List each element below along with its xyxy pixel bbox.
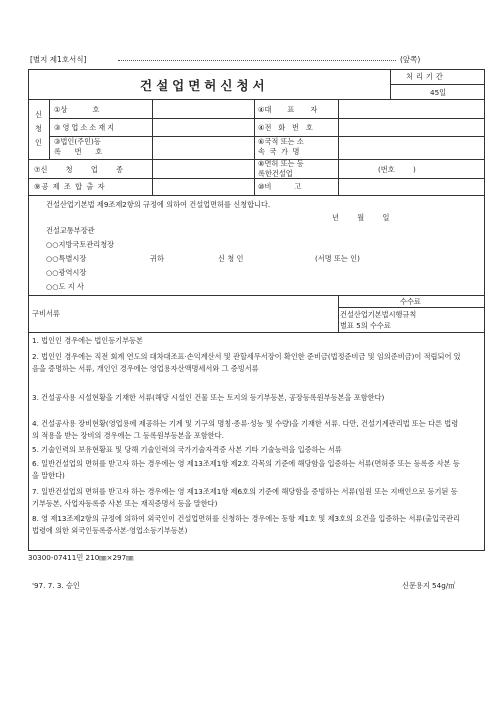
attachment-item-6: 6. 일반건설업의 면허를 받고자 하는 경우에는 영 제13조제1항 제2호 각목의 기준에 해당함을 입증하는 서류(면허증 또는 등록증 사본 등을 말한다): [32, 459, 460, 480]
business-type-label: ⑦신 청 업 종: [34, 165, 124, 174]
applicant-side-label-2: 청: [35, 124, 42, 133]
nationality-label: ⑥국적 또는 소 속 국 가 명: [258, 137, 304, 156]
addressee-minister: 건설교통부장관: [46, 226, 95, 235]
processing-period-label: 처리기간: [406, 72, 446, 81]
attachment-item-4: 4. 건설공사용 장비현황(영업용에 제공하는 기계 및 기구의 명칭·종류·성능 및 수량)을 기재한 서류. 다만, 건설기계관리법 또는 다른 법령의 적용을 받는 장비의 경우에는 그 등록원부등본을 포함한다.: [32, 419, 459, 440]
mutual-aid-investment-label: ⑨공 제 조 합 출 자: [34, 182, 106, 191]
phone-number-label: ④전 화 번 호: [258, 123, 313, 132]
header-dotted-line: [118, 60, 396, 61]
addressee-metro-city: ○○광역시장: [46, 268, 87, 277]
form-title: 건설업면허신청서: [140, 78, 269, 93]
application-statement: 건설산업기본법 제9조제2항의 규정에 의하여 건설업면허를 신청합니다.: [46, 200, 271, 209]
form-number-tag: [별지 제1호서식]: [30, 55, 87, 64]
attachment-item-2: 2. 법인인 경우에는 직전 회계 연도의 대차대조표·손익계산서 및 관할세무서장이 확인한 준비금(법정준비금 및 임의준비금)이 적립되어 있음을 증명하는 서류, 개인인 경우에는 영업용자산액명세서와 그 증빙서류: [32, 352, 461, 373]
company-name-label: ①상 호: [54, 105, 100, 114]
addressee-regional-office: ○○지방국토관리청장: [46, 240, 115, 249]
applicant-side-label-3: 인: [35, 138, 42, 147]
attachment-item-8: 8. 영 제13조제2항의 규정에 의하여 외국인이 건설업면허를 신청하는 경우에는 동항 제1호 및 제3호의 요건을 입증하는 서류(출입국관리법령에 의한 외국인등록증사본·영업소등기부등본): [32, 514, 460, 535]
attachments-label: 구비서류: [32, 309, 60, 318]
approval-date: '97. 7. 3. 승인: [32, 581, 80, 590]
licensed-business-label: ⑧면허 또는 등 록한건설업: [258, 159, 304, 178]
attachment-item-5: 5. 기술인력의 보유현황표 및 당해 기술인력의 국가기술자격증 사본 기타 기술능력을 입증하는 서류: [32, 445, 342, 454]
remarks-label: ⑩비 고: [258, 182, 302, 191]
addressee-province: ○○도 지 사: [46, 282, 84, 291]
application-date[interactable]: 년 월 일: [332, 213, 390, 222]
honorific-label: 귀하: [150, 254, 164, 263]
fee-label: 수수료: [400, 297, 421, 306]
applicant-side-label-1: 신: [35, 110, 42, 119]
paper-spec: 신문용지 54g/㎡: [402, 581, 456, 590]
attachment-item-7: 7. 일반건설업의 면허를 받고자 하는 경우에는 영 제13조제1항 제6호의 기준에 해당함을 증빙하는 서류(임원 또는 지배인으로 등기된 등기부등본, 사업자등록증 사본 또는 재직증명서 등을 말한다): [32, 487, 458, 508]
license-number-field[interactable]: (번호 ): [378, 165, 416, 174]
front-side-tag: (앞쪽): [400, 55, 421, 64]
signature-field[interactable]: (서명 또는 인): [315, 254, 360, 263]
registration-number-label: ③법인(주민)등 록 번 호: [54, 137, 103, 156]
applicant-signature-label: 신 청 인: [218, 254, 244, 263]
addressee-special-city: ○○특별시장: [46, 254, 87, 263]
processing-period-value: 45일: [430, 88, 447, 97]
form-code: 30300-07411민 210㎜×297㎜: [28, 553, 134, 562]
representative-label: ④대 표 자: [258, 105, 318, 114]
fee-text: 건설산업기본법시행규칙 별표 5의 수수료: [340, 310, 417, 330]
attachment-item-1: 1. 법인인 경우에는 법인등기부등본: [32, 336, 143, 345]
attachment-item-3: 3. 건설공사용 시설현황을 기재한 서류(해당 시설인 건물 또는 토지의 등기부등본, 공장등록원부등본을 포함한다): [32, 393, 385, 402]
office-address-label: ③영업소소재지: [54, 123, 117, 132]
